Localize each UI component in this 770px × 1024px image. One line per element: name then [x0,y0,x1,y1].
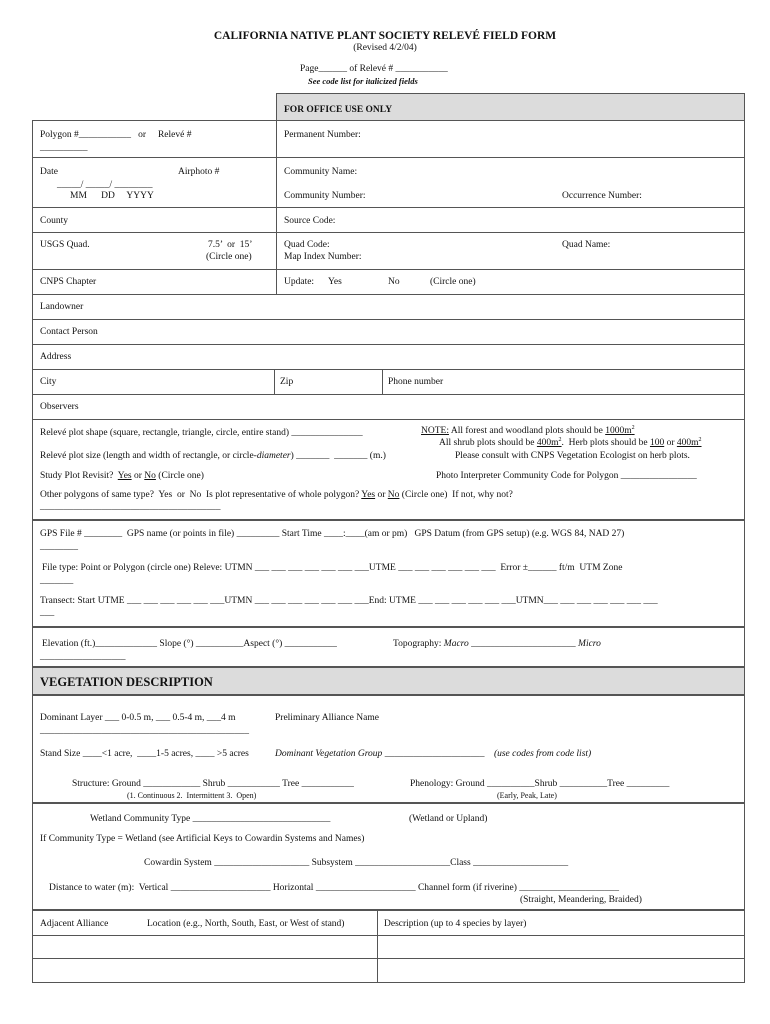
adjacent-row-2-left-cell[interactable] [33,959,376,981]
revisit-circle: (Circle one) [158,471,204,481]
note-area-sup: 2 [631,424,635,431]
shrub-area-sup: 2 [558,436,562,443]
shrub-plot-note [439,438,702,449]
topography-label: Topography: [393,639,442,649]
landowner-label: Landowner [40,302,84,312]
quad-scale-option[interactable]: 7.5’ or 15’ [208,240,253,250]
herb-area-a: 100 [649,438,665,448]
zip-label: Zip [280,377,294,387]
other-polygons-line[interactable]: ______________________________________ [40,502,221,512]
transect-field[interactable]: Transect: Start UTME ___ ___ ___ ___ ___ ___UTMN ___ ___ ___ ___ ___ ___ ___End: UTME ___ ___ ___ ___ ___ ___UTMN___ ___ ___ ___ ___ ___ ___ [40,596,658,606]
revisit-label: Study Plot Revisit? [40,471,114,481]
elevation-slope-aspect-field[interactable]: Elevation (ft.)_____________ Slope (°) __________Aspect (°) ___________ [42,639,337,649]
wetland-upland-options: (Wetland or Upland) [409,814,488,824]
permanent-number-label: Permanent Number: [284,130,361,140]
topography-field[interactable] [393,639,601,650]
gps-file-field[interactable]: GPS File # ________ GPS name (or points in file) _________ Start Time ____:____(am or pm) GPS Datum (from GPS setup) (e.g. WGS 84, NAD 27) [40,529,625,539]
representative-no[interactable]: No [387,490,400,500]
office-use-heading: FOR OFFICE USE ONLY [284,105,393,115]
herb-area-b-sup: 2 [698,436,702,443]
quad-name-label: Quad Name: [562,240,611,250]
revised-date: (Revised 4/2/04) [353,43,417,53]
observers-label: Observers [40,402,79,412]
elevation-line[interactable]: __________________ [40,652,126,662]
revisit-or: or [133,471,142,481]
date-label: Date [40,167,58,177]
gps-file-line[interactable]: ________ [40,542,78,552]
dominant-layer-field[interactable]: Dominant Layer ___ 0-0.5 m, ___ 0.5-4 m, ___4 m [40,713,236,723]
community-name-label: Community Name: [284,167,358,177]
update-no-option[interactable]: No [388,277,400,287]
page-line[interactable]: Page______ of Relevé # ___________ [300,64,448,74]
wetland-community-type-field[interactable]: Wetland Community Type _____________________________ [90,814,331,824]
occurrence-number-label: Occurrence Number: [562,191,642,201]
quad-code-label: Quad Code: [284,240,330,250]
structure-key: (1. Continuous 2. Intermittent 3. Open) [127,791,257,800]
phenology-field[interactable]: Phenology: Ground __________Shrub __________Tree _________ [410,779,670,789]
date-field[interactable]: _____/ _____/ ________ [57,180,153,190]
dom-group-blank[interactable]: _____________________ [384,749,485,759]
plot-size-a: Relevé plot size (length and width of rectangle, or circle- [40,451,257,461]
structure-field[interactable]: Structure: Ground ____________ Shrub ___________ Tree ___________ [72,779,354,789]
preliminary-alliance-line[interactable]: ____________________________________________ [40,726,249,736]
update-yes-option[interactable]: Yes [328,277,342,287]
topography-micro: Micro [578,639,601,649]
revisit-no[interactable]: No [144,471,156,481]
dominant-vegetation-group-field[interactable] [275,749,591,760]
map-index-label: Map Index Number: [284,252,362,262]
plot-size-b: ) _______ _______ (m.) [290,451,386,461]
revisit-yes[interactable]: Yes [117,471,132,481]
preliminary-alliance-label: Preliminary Alliance Name [275,713,379,723]
shrub-note-b: . Herb plots should be [561,438,648,448]
form-title: CALIFORNIA NATIVE PLANT SOCIETY RELEVÉ FIELD FORM [213,30,557,42]
herb-area-b-value: 400m [676,438,699,448]
plot-size-note [421,426,635,437]
herb-area-b [677,438,702,448]
county-label: County [40,216,68,226]
city-label: City [40,377,57,387]
adjacent-row-1-left-cell[interactable] [33,936,376,957]
other-b: (Circle one) If not, why not? [401,490,513,500]
utm-releve-line[interactable]: _______ [40,576,74,586]
address-label: Address [40,352,72,362]
note-text: All forest and woodland plots should be [450,426,603,436]
consult-note: Please consult with CNPS Vegetation Ecologist on herb plots. [455,451,690,461]
adjacent-row-2-right-cell[interactable] [378,959,743,981]
update-label: Update: [284,277,315,287]
adjacent-location-label: Location (e.g., North, South, East, or West of stand) [147,919,345,929]
polygon-field-line[interactable]: __________ [40,143,88,153]
if-wetland-note: If Community Type = Wetland (see Artificial Keys to Cowardin Systems and Names) [40,834,365,844]
herb-or: or [666,438,675,448]
plot-shape-field[interactable]: Relevé plot shape (square, rectangle, triangle, circle, entire stand) _______________ [40,428,363,438]
date-units: MM DD YYYY [70,191,154,201]
other-polygons-field[interactable] [40,490,513,501]
quad-scale-circle-note: (Circle one) [206,252,252,262]
use-codes-note: (use codes from code list) [493,749,592,759]
shrub-area [537,438,562,448]
airphoto-label: Airphoto # [178,167,220,177]
adjacent-alliance-label: Adjacent Alliance [40,919,109,929]
polygon-field[interactable]: Polygon #___________ or Relevé # [40,130,192,140]
update-circle-note: (Circle one) [430,277,476,287]
plot-size-field[interactable] [40,451,386,462]
study-plot-revisit[interactable] [40,471,204,482]
topography-macro: Macro [443,639,469,649]
source-code-label: Source Code: [284,216,336,226]
community-number-label: Community Number: [284,191,366,201]
contact-person-label: Contact Person [40,327,98,337]
note-area [605,426,634,436]
stand-size-field[interactable]: Stand Size ____<1 acre, ____1-5 acres, ____ >5 acres [40,749,249,759]
shrub-area-value: 400m [536,438,559,448]
cowardin-system-field[interactable]: Cowardin System ____________________ Subsystem ____________________Class ____________________ [144,858,569,868]
photo-interpreter-code-field[interactable]: Photo Interpreter Community Code for Polygon ________________ [436,471,697,481]
note-area-value: 1000m [605,426,632,436]
transect-line[interactable]: ___ [40,608,55,618]
plot-size-diameter: diameter [256,451,291,461]
distance-to-water-field[interactable]: Distance to water (m): Vertical _____________________ Horizontal _____________________ Channel form (if riverine) _____________________ [49,883,619,893]
representative-yes[interactable]: Yes [361,490,376,500]
other-a: Other polygons of same type? Yes or No Is plot representative of whole polygon? [40,490,360,500]
phenology-key: (Early, Peak, Late) [497,791,557,800]
cnps-chapter-label: CNPS Chapter [40,277,97,287]
other-or: or [377,490,386,500]
vegetation-description-heading: VEGETATION DESCRIPTION [40,675,213,689]
dom-group-label: Dominant Vegetation Group [275,749,383,759]
shrub-note-a: All shrub plots should be [439,438,535,448]
code-note: See code list for italicized fields [308,76,418,86]
usgs-quad-label: USGS Quad. [40,240,90,250]
note-label: NOTE: [421,426,449,436]
utm-releve-field[interactable]: File type: Point or Polygon (circle one) Releve: UTMN ___ ___ ___ ___ ___ ___ ___UTME ___ ___ ___ ___ ___ ___ Error ±______ ft/m UTM Zone [42,563,623,573]
phone-label: Phone number [388,377,444,387]
adjacent-row-1-right-cell[interactable] [378,936,743,957]
channel-form-options: (Straight, Meandering, Braided) [520,895,642,905]
topography-blank[interactable]: ______________________ [471,639,576,649]
adjacent-description-label: Description (up to 4 species by layer) [384,919,527,929]
